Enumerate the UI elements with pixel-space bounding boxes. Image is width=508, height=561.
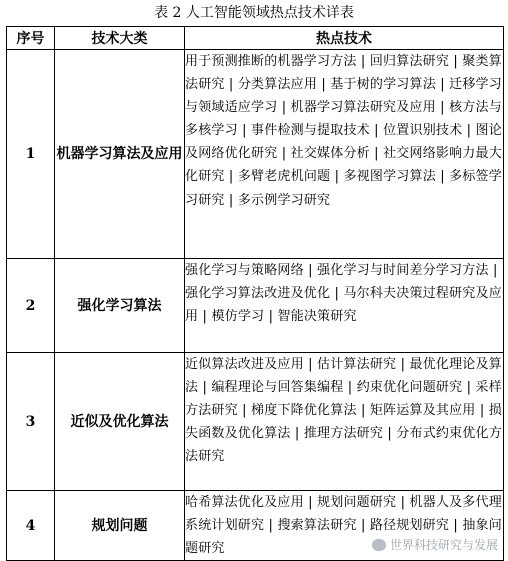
- table-row: [7, 50, 504, 259]
- row-tech: 用于预测推断的机器学习方法 | 回归算法研究 | 聚类算法研究 | 分类算法应用 | 基于树的学习算法 | 迁移学习与领域适应学习 | 机器学习算法研究及应用 | 核方法与多核学习 | 事件检测与提取技术 | 位置识别技术 | 图论及网络优化研究 | 社交媒体分析 | 社交网络影响力最大化研究 | 多臂老虎机问题 | 多视图学习算法 | 多标签学习研究 | 多示例学习研究: [185, 50, 504, 259]
- watermark-text: 世界科技研究与发展: [389, 538, 498, 552]
- row-num: 3: [7, 353, 55, 491]
- row-category: 近似及优化算法: [55, 353, 185, 491]
- row-num: 4: [7, 491, 55, 561]
- row-category: 规划问题: [55, 491, 185, 561]
- header-category: 技术大类: [55, 27, 185, 50]
- table-row: [7, 259, 504, 353]
- header-tech: 热点技术: [185, 27, 504, 50]
- header-num: 序号: [7, 27, 55, 50]
- row-tech: 哈希算法优化及应用 | 规划问题研究 | 机器人及多代理系统计划研究 | 搜索算法研究 | 路径规划研究 | 抽象问题研究: [185, 491, 504, 561]
- watermark: [372, 536, 498, 553]
- table-caption: 表 2 人工智能领域热点技术详表: [154, 5, 354, 21]
- wechat-icon: [372, 539, 386, 551]
- row-num: 1: [7, 50, 55, 259]
- row-num: 2: [7, 259, 55, 353]
- hot-tech-table: [6, 26, 504, 561]
- row-tech: 强化学习与策略网络 | 强化学习与时间差分学习方法 | 强化学习算法改进及优化 | 马尔科夫决策过程研究及应用 | 模仿学习 | 智能决策研究: [185, 259, 504, 353]
- table-row: [7, 353, 504, 491]
- row-category: 机器学习算法及应用: [55, 50, 185, 259]
- row-category: 强化学习算法: [55, 259, 185, 353]
- table-header-row: [7, 27, 504, 50]
- row-tech: 近似算法改进及应用 | 估计算法研究 | 最优化理论及算法 | 编程理论与回答集编程 | 约束优化问题研究 | 采样方法研究 | 梯度下降优化算法 | 矩阵运算及其应用 | 损失函数及优化算法 | 推理方法研究 | 分布式约束优化方法研究: [185, 353, 504, 491]
